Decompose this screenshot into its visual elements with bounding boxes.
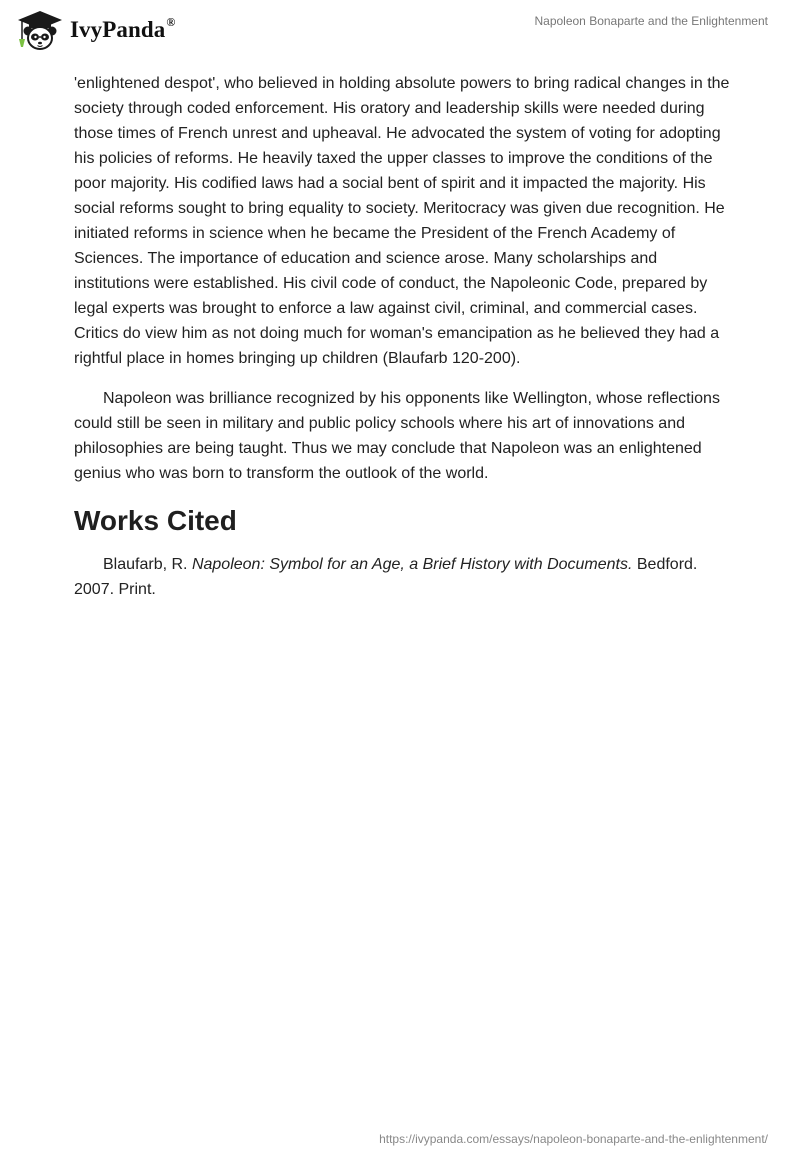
ivypanda-logo[interactable] — [16, 9, 175, 51]
citation-author: Blaufarb, R. — [103, 556, 192, 573]
source-url-link[interactable]: https://ivypanda.com/essays/napoleon-bonaparte-and-the-enlightenment/ — [379, 1132, 768, 1146]
body-paragraph: Napoleon was brilliance recognized by his opponents like Wellington, whose reflections could still be seen in military and public policy schools where his art of innovations and philosophies are being taught. Thus we may conclude that Napoleon was an enlightened genius who was born to transform the outlook of the world. — [74, 390, 720, 482]
page-header — [0, 0, 800, 66]
citation-entry — [74, 552, 730, 602]
brand-name: IvyPanda® — [70, 15, 176, 42]
citation-title: Napoleon: Symbol for an Age, a Brief History with Documents. — [191, 556, 633, 573]
works-cited-heading: Works Cited — [74, 505, 237, 536]
body-paragraph: 'enlightened despot', who believed in holding absolute powers to bring radical changes in the society through coded enforcement. His oratory and leadership skills were needed during those times of French unrest and upheaval. He advocated the system of voting for adopting his policies of reforms. He heavily taxed the upper classes to improve the conditions of the poor majority. His codified laws had a social bent of spirit and it impacted the majority. His social reforms sought to bring equality to society. Meritocracy was given due recognition. He initiated reforms in science when he became the President of the French Academy of Sciences. The importance of education and science arose. Many scholarships and institutions were established. His civil code of conduct, the Napoleonic Code, prepared by legal experts was brought to enforce a law against civil, criminal, and commercial cases. Critics do view him as not doing much for woman's emancipation as he believed they had a rightful place in homes bringing up children (Blaufarb 120-200). — [74, 75, 730, 367]
document-title: Napoleon Bonaparte and the Enlightenment — [534, 14, 768, 28]
citation-publisher: Bedford. 2007. Print. — [74, 556, 698, 598]
registered-mark: ® — [166, 15, 176, 29]
essay-content — [74, 71, 730, 602]
panda-graduate-icon — [16, 9, 64, 51]
